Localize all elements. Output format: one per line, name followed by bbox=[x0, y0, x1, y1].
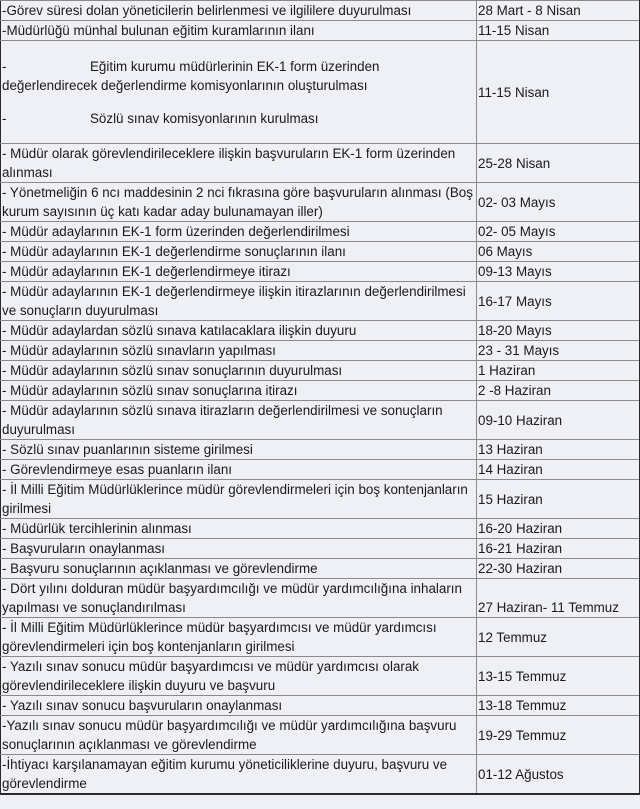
table-row bbox=[1, 144, 640, 183]
task-cell: -İhtiyacı karşılanamayan eğitim kurumu yöneticiliklerine duyuru, başvuru ve görevlendirme bbox=[1, 755, 477, 795]
table-row bbox=[1, 657, 640, 696]
table-row bbox=[1, 341, 640, 361]
table-row bbox=[1, 401, 640, 440]
task-cell: - Müdür adaylarının sözlü sınavların yapılması bbox=[1, 341, 477, 361]
table-row bbox=[1, 696, 640, 716]
table-row bbox=[1, 440, 640, 460]
task-cell: - Yönetmeliğin 6 ncı maddesinin 2 nci fıkrasına göre başvuruların alınması (Boş kurum sayısının üç katı kadar aday bulunamayan iller) bbox=[1, 183, 477, 222]
task-cell: -Görev süresi dolan yöneticilerin belirlenmesi ve ilgililere duyurulması bbox=[1, 1, 477, 21]
task-cell: - Başvuru sonuçlarının açıklanması ve görevlendirme bbox=[1, 559, 477, 579]
task-line bbox=[2, 109, 474, 128]
table-row bbox=[1, 381, 640, 401]
date-cell: 2 -8 Haziran bbox=[477, 381, 640, 401]
task-cell: - Yazılı sınav sonucu başvuruların onaylanması bbox=[1, 696, 477, 716]
table-row bbox=[1, 361, 640, 381]
date-cell: 22-30 Haziran bbox=[477, 559, 640, 579]
task-cell: - Müdür adaylarının sözlü sınav sonuçlarının duyurulması bbox=[1, 361, 477, 381]
task-text: Eğitim kurumu müdürlerinin EK-1 form üzerinden bbox=[90, 58, 380, 74]
task-line bbox=[2, 57, 474, 76]
table-row bbox=[1, 21, 640, 41]
date-cell: 16-17 Mayıs bbox=[477, 282, 640, 321]
date-cell: 11-15 Nisan bbox=[477, 21, 640, 41]
dash-marker: - bbox=[2, 58, 7, 74]
table-row bbox=[1, 716, 640, 755]
task-cell: - Görevlendirmeye esas puanların ilanı bbox=[1, 460, 477, 480]
task-cell: -Yazılı sınav sonucu müdür başyardımcılığı ve müdür yardımcılığına başvuru sonuçlarının açıklanması ve görevlendirme bbox=[1, 716, 477, 755]
table-row bbox=[1, 755, 640, 795]
task-cell: - İl Milli Eğitim Müdürlüklerince müdür başyardımcısı ve müdür yardımcısı görevlendirmeleri için boş kontenjanların girilmesi bbox=[1, 618, 477, 657]
date-cell: 13-18 Temmuz bbox=[477, 696, 640, 716]
date-cell: 13 Haziran bbox=[477, 440, 640, 460]
table-row bbox=[1, 460, 640, 480]
table-row bbox=[1, 183, 640, 222]
table-row bbox=[1, 321, 640, 341]
table-row bbox=[1, 262, 640, 282]
task-cell: - Müdür adaylarının EK-1 değerlendirme sonuçlarının ilanı bbox=[1, 242, 477, 262]
table-row bbox=[1, 242, 640, 262]
task-cell: - Müdür adaylarının EK-1 değerlendirmeye ilişkin itirazlarının değerlendirilmesi ve sonuçların duyurulması bbox=[1, 282, 477, 321]
date-cell: 19-29 Temmuz bbox=[477, 716, 640, 755]
date-cell: 18-20 Mayıs bbox=[477, 321, 640, 341]
task-cell: - Müdür olarak görevlendirileceklere ilişkin başvuruların EK-1 form üzerinden alınması bbox=[1, 144, 477, 183]
task-text: Sözlü sınav komisyonlarının kurulması bbox=[90, 110, 319, 126]
date-cell: 27 Haziran- 11 Temmuz bbox=[477, 579, 640, 618]
table-row bbox=[1, 41, 640, 144]
task-cell: - Müdür adaylarının sözlü sınava itirazların değerlendirilmesi ve sonuçların duyurulması bbox=[1, 401, 477, 440]
task-cell bbox=[1, 41, 477, 144]
table-row bbox=[1, 222, 640, 242]
date-cell: 12 Temmuz bbox=[477, 618, 640, 657]
task-cell: -Müdürlüğü münhal bulunan eğitim kuramlarının ilanı bbox=[1, 21, 477, 41]
table-row bbox=[1, 579, 640, 618]
spacer bbox=[2, 95, 474, 109]
table-row bbox=[1, 282, 640, 321]
dash-marker: - bbox=[2, 110, 7, 126]
table-row bbox=[1, 1, 640, 21]
table-row bbox=[1, 539, 640, 559]
task-cell: - Müdür adaylarının EK-1 değerlendirmeye itirazı bbox=[1, 262, 477, 282]
task-cell: - İl Milli Eğitim Müdürlüklerince müdür görevlendirmeleri için boş kontenjanların girilmesi bbox=[1, 480, 477, 519]
task-cell: - Müdürlük tercihlerinin alınması bbox=[1, 519, 477, 539]
date-cell: 13-15 Temmuz bbox=[477, 657, 640, 696]
task-cell: - Yazılı sınav sonucu müdür başyardımcısı ve müdür yardımcısı olarak görevlendirileceklere ilişkin duyuru ve başvuru bbox=[1, 657, 477, 696]
date-cell: 06 Mayıs bbox=[477, 242, 640, 262]
date-cell: 14 Haziran bbox=[477, 460, 640, 480]
task-cell: - Başvuruların onaylanması bbox=[1, 539, 477, 559]
table-row bbox=[1, 618, 640, 657]
date-cell: 23 - 31 Mayıs bbox=[477, 341, 640, 361]
date-cell: 25-28 Nisan bbox=[477, 144, 640, 183]
date-cell: 11-15 Nisan bbox=[477, 41, 640, 144]
date-cell: 28 Mart - 8 Nisan bbox=[477, 1, 640, 21]
task-line: değerlendirecek değerlendirme komisyonlarının oluşturulması bbox=[2, 77, 368, 93]
date-cell: 15 Haziran bbox=[477, 480, 640, 519]
task-cell: - Müdür adaylarının EK-1 form üzerinden değerlendirilmesi bbox=[1, 222, 477, 242]
table-row bbox=[1, 559, 640, 579]
task-cell: - Sözlü sınav puanlarının sisteme girilmesi bbox=[1, 440, 477, 460]
date-cell: 09-13 Mayıs bbox=[477, 262, 640, 282]
table-row bbox=[1, 480, 640, 519]
task-cell: - Müdür adaylardan sözlü sınava katılacaklara ilişkin duyuru bbox=[1, 321, 477, 341]
date-cell: 02- 03 Mayıs bbox=[477, 183, 640, 222]
date-cell: 02- 05 Mayıs bbox=[477, 222, 640, 242]
task-cell: - Müdür adaylarının sözlü sınav sonuçlarına itirazı bbox=[1, 381, 477, 401]
date-cell: 16-21 Haziran bbox=[477, 539, 640, 559]
table-row bbox=[1, 519, 640, 539]
date-cell: 01-12 Ağustos bbox=[477, 755, 640, 795]
date-cell: 09-10 Haziran bbox=[477, 401, 640, 440]
date-cell: 16-20 Haziran bbox=[477, 519, 640, 539]
task-cell: - Dört yılını dolduran müdür başyardımcılığı ve müdür yardımcılığına inhaların yapılması ve sonuçlandırılması bbox=[1, 579, 477, 618]
date-cell: 1 Haziran bbox=[477, 361, 640, 381]
